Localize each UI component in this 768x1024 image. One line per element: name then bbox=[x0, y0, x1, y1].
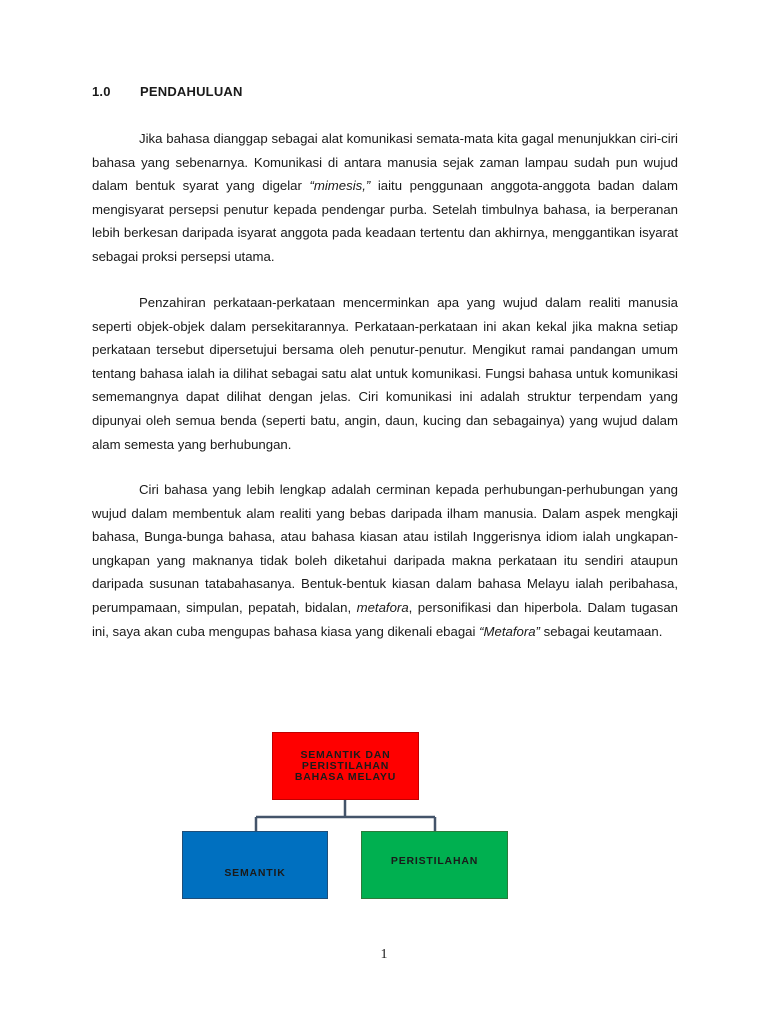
section-number: 1.0 bbox=[92, 84, 111, 99]
paragraph-3-text-a: Ciri bahasa yang lebih lengkap adalah cerminan kepada perhubungan-perhubungan yang wujud dalam membentuk alam realiti yang bebas daripada ilham manusia. Dalam aspek mengkaji bahasa, Bunga-bunga bahasa, atau bahasa kiasan atau istilah Inggerisnya idiom ialah ungkapan-ungkapan yang maknanya tidak boleh diketahui daripada makna perkataan itu sendiri ataupun daripada susunan tatabahasanya. Bentuk-bentuk kiasan dalam bahasa Melayu ialah peribahasa, perumpamaan, simpulan, pepatah, bidalan, bbox=[92, 482, 678, 615]
diagram-root-label: SEMANTIK DAN PERISTILAHAN BAHASA MELAYU bbox=[294, 748, 397, 783]
paragraph-3-term-metafora-quoted: “Metafora” bbox=[479, 623, 540, 639]
connector-lines bbox=[256, 800, 435, 831]
paragraph-1-text-a: Jika bahasa dianggap sebagai alat komunikasi semata-mata kita gagal menunjukkan ciri-ciri bahasa yang sebenarnya. Komunikasi di antara manusia sejak zaman lampau sudah pun wujud dalam bentuk syarat yang digelar bbox=[92, 131, 678, 194]
paragraph-1-text-b: iaitu penggunaan anggota-anggota badan dalam mengisyarat persepsi penutur kepada pendengar purba. Setelah timbulnya bahasa, ia berperanan lebih berkesan daripada isyarat anggota pada keadaan tertentu dan akhirnya, menggantikan isyarat sebagai proksi persepsi utama. bbox=[92, 178, 678, 264]
paragraph-1-term-mimesis: “mimesis,” bbox=[309, 178, 371, 194]
diagram-child-semantik bbox=[182, 831, 328, 899]
diagram-child-peristilahan bbox=[361, 831, 508, 899]
diagram-child-semantik-label: SEMANTIK bbox=[224, 866, 286, 879]
section-title: PENDAHULUAN bbox=[140, 84, 243, 99]
paragraph-3-text-c: sebagai keutamaan. bbox=[539, 623, 663, 639]
paragraph-3-text-b: , personifikasi dan hiperbola. Dalam tugasan ini, saya akan cuba mengupas bahasa kiasa yang dikenali ebagai bbox=[92, 599, 678, 639]
page-number: 1 bbox=[380, 947, 388, 962]
diagram-root-box bbox=[272, 732, 419, 800]
paragraph-3-term-metafora: metafora bbox=[356, 599, 409, 615]
paragraph-2-text: Penzahiran perkataan-perkataan mencerminkan apa yang wujud dalam realiti manusia seperti objek-objek dalam persekitarannya. Perkataan-perkataan ini akan kekal jika makna setiap perkataan tersebut dipersetujui bersama oleh penutur-penutur. Mengikut ramai pandangan umum tentang bahasa ialah ia dilihat sebagai satu alat untuk komunikasi. Fungsi bahasa untuk komunikasi sememangnya dapat dilihat dengan jelas. Ciri komunikasi ini adalah struktur terpendam yang dipunyai oleh semua benda (seperti batu, angin, daun, kucing dan sebagainya) yang wujud dalam alam semesta yang berhubungan. bbox=[92, 295, 678, 452]
diagram-child-peristilahan-label: PERISTILAHAN bbox=[390, 854, 479, 867]
